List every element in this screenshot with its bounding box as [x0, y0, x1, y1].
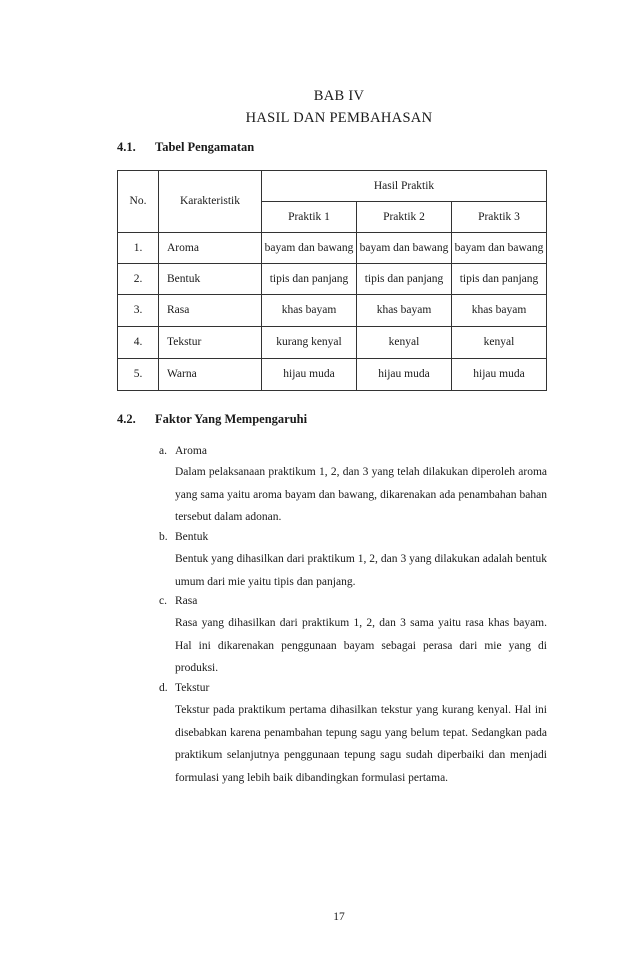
row-practice-1: kurang kenyal [262, 327, 357, 359]
item-letter: d. [159, 682, 168, 694]
header-no: No. [118, 171, 159, 233]
factor-text-tekstur: Tekstur pada praktikum pertama dihasilkan tekstur yang kurang kenyal. Hal ini disebabkan karena penambahan tepung sagu yang belum tepat. Sedangkan pada praktikum selanjutnya penggunaan tepung sagu sudah diperbaiki dan menjadi formulasi yang lebih baik dibandingkan formulasi pertama. [175, 704, 547, 784]
section-number: 4.1. [117, 140, 136, 154]
row-practice-1: tipis dan panjang [262, 264, 357, 295]
observation-table [117, 170, 547, 391]
row-practice-3: bayam dan bawang [452, 233, 547, 264]
table-row [118, 359, 547, 391]
item-letter: b. [159, 531, 168, 543]
header-results-group: Hasil Praktik [262, 171, 547, 202]
row-practice-2: tipis dan panjang [357, 264, 452, 295]
row-practice-2: khas bayam [357, 295, 452, 327]
row-practice-1: khas bayam [262, 295, 357, 327]
section-number: 4.2. [117, 412, 136, 426]
factor-text-aroma: Dalam pelaksanaan praktikum 1, 2, dan 3 yang telah dilakukan diperoleh aroma yang sama yaitu aroma bayam dan bawang, dikarenakan ada penambahan bahan tersebut dalam adonan. [175, 466, 547, 523]
item-title: Bentuk [175, 531, 209, 543]
row-practice-1: hijau muda [262, 359, 357, 391]
row-number: 4. [118, 327, 159, 359]
row-practice-2: kenyal [357, 327, 452, 359]
header-practice-3: Praktik 3 [452, 202, 547, 233]
factor-text-bentuk: Bentuk yang dihasilkan dari praktikum 1, 2, dan 3 yang dilakukan adalah bentuk umum dari mie yaitu tipis dan panjang. [175, 553, 547, 588]
section-title: Faktor Yang Mempengaruhi [155, 412, 308, 426]
row-characteristic: Aroma [159, 233, 262, 264]
item-title: Rasa [175, 595, 198, 607]
row-characteristic: Tekstur [159, 327, 262, 359]
table-row [118, 327, 547, 359]
header-practice-2: Praktik 2 [357, 202, 452, 233]
row-practice-1: bayam dan bawang [262, 233, 357, 264]
row-number: 5. [118, 359, 159, 391]
table-row [118, 233, 547, 264]
row-practice-3: khas bayam [452, 295, 547, 327]
factor-label-bentuk [159, 531, 208, 543]
item-letter: c. [159, 595, 167, 607]
page-number: 17 [333, 911, 345, 923]
table-row [118, 295, 547, 327]
row-practice-2: bayam dan bawang [357, 233, 452, 264]
row-characteristic: Warna [159, 359, 262, 391]
row-practice-3: tipis dan panjang [452, 264, 547, 295]
item-letter: a. [159, 445, 167, 457]
item-title: Tekstur [175, 682, 210, 694]
header-practice-1: Praktik 1 [262, 202, 357, 233]
chapter-number: BAB IV [313, 88, 365, 104]
row-practice-3: hijau muda [452, 359, 547, 391]
section-title: Tabel Pengamatan [155, 140, 255, 154]
factor-label-aroma [159, 445, 207, 457]
table-row [118, 264, 547, 295]
header-characteristic: Karakteristik [159, 171, 262, 233]
row-practice-3: kenyal [452, 327, 547, 359]
row-number: 2. [118, 264, 159, 295]
item-title: Aroma [175, 445, 207, 457]
row-number: 1. [118, 233, 159, 264]
row-practice-2: hijau muda [357, 359, 452, 391]
factor-label-tekstur [159, 682, 209, 694]
chapter-title: HASIL DAN PEMBAHASAN [245, 110, 433, 126]
row-number: 3. [118, 295, 159, 327]
factor-text-rasa: Rasa yang dihasilkan dari praktikum 1, 2, dan 3 sama yaitu rasa khas bayam. Hal ini dikarenakan penggunaan bayam sebagai perasa dari mie yang di produksi. [175, 617, 547, 674]
row-characteristic: Rasa [159, 295, 262, 327]
row-characteristic: Bentuk [159, 264, 262, 295]
factor-label-rasa [159, 595, 197, 607]
